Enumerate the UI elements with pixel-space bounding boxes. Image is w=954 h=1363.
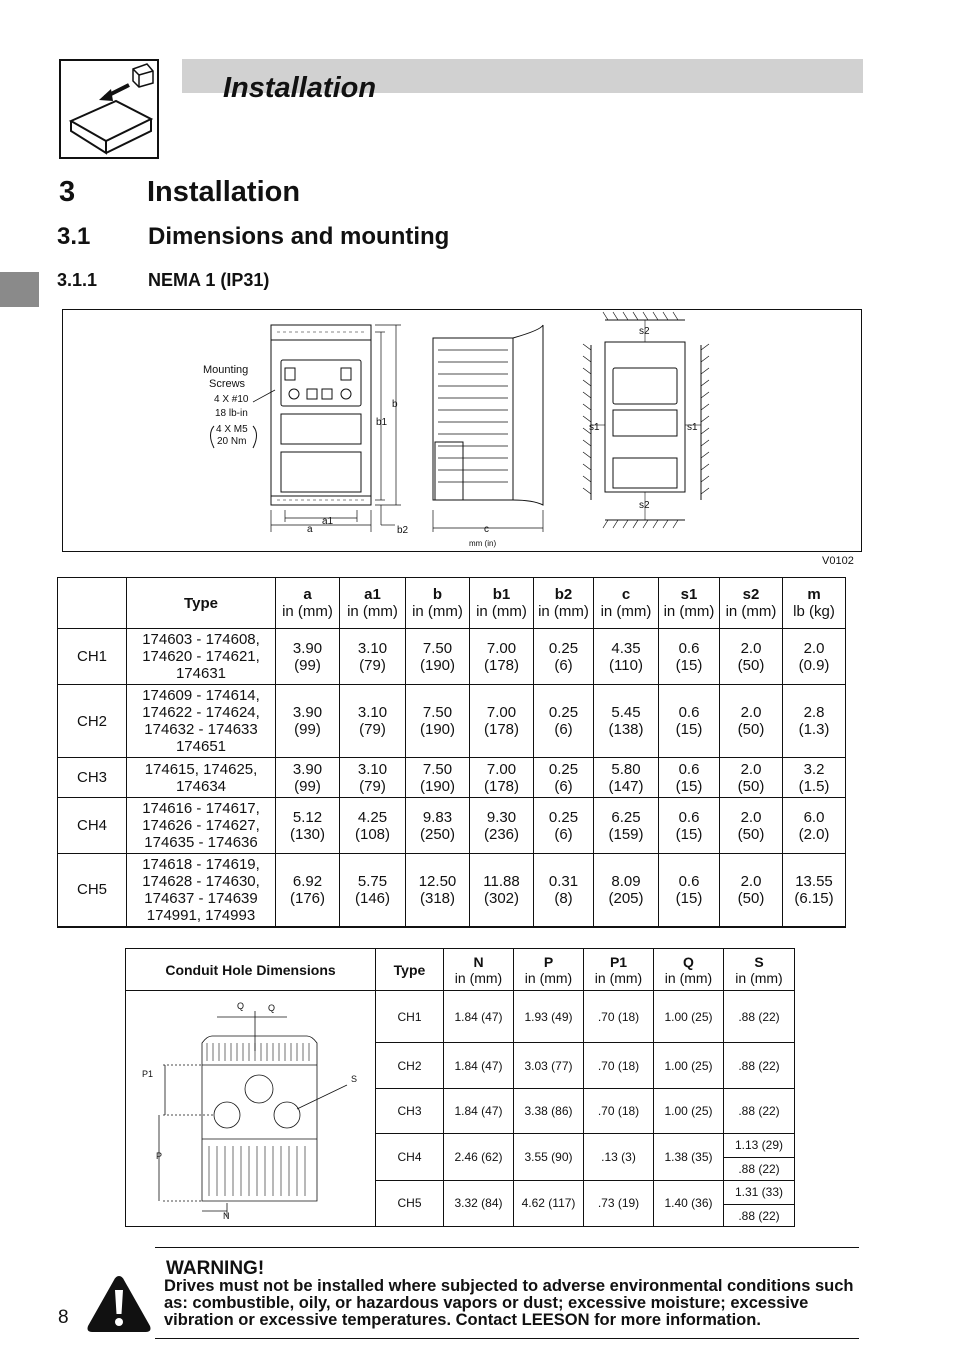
cell: 174618 - 174619, 174628 - 174630, 174637 - 174639 174991, 174993 [127, 854, 276, 927]
cell: 1.00 (25) [654, 991, 724, 1043]
cell: .88 (22) [724, 1043, 795, 1089]
header-cell: S in (mm) [724, 949, 795, 991]
cell: 3.90 (99) [276, 685, 340, 758]
header-cell: a1 in (mm) [340, 578, 406, 629]
cell: 174609 - 174614, 174622 - 174624, 174632 - 174633 174651 [127, 685, 276, 758]
header-cell: m lb (kg) [783, 578, 846, 629]
table-row [58, 854, 846, 927]
cell: 0.6 (15) [659, 629, 720, 685]
table-row [58, 685, 846, 758]
cell: CH1 [376, 991, 444, 1043]
warning-bottom-rule [155, 1338, 859, 1339]
cell: 4.35 (110) [594, 629, 659, 685]
header-cell: c in (mm) [594, 578, 659, 629]
cell: 3.38 (86) [514, 1089, 584, 1134]
header-cell: a in (mm) [276, 578, 340, 629]
chapter-tab-marker [0, 272, 39, 307]
svg-text:s1: s1 [589, 422, 600, 433]
header-cell: Q in (mm) [654, 949, 724, 991]
cell: 6.25 (159) [594, 798, 659, 854]
cell: 1.38 (35) [654, 1134, 724, 1181]
cell: CH4 [376, 1134, 444, 1181]
cell: .88 (22) [724, 1205, 795, 1227]
cell: 1.93 (49) [514, 991, 584, 1043]
cell: 2.0 (50) [720, 685, 783, 758]
cell: 5.12 (130) [276, 798, 340, 854]
cell: 1.00 (25) [654, 1089, 724, 1134]
cell: 7.00 (178) [470, 629, 534, 685]
svg-text:Q: Q [267, 1003, 275, 1013]
cell: CH3 [376, 1089, 444, 1134]
cell: CH1 [58, 629, 127, 685]
subsection-number: 3.1.1 [57, 270, 98, 290]
svg-text:20 Nm: 20 Nm [217, 436, 247, 447]
subsection-title: NEMA 1 (IP31) [148, 270, 270, 290]
chapter-number: 3 [59, 176, 76, 208]
cell: 5.80 (147) [594, 758, 659, 798]
install-icon [59, 59, 159, 159]
header-cell: P in (mm) [514, 949, 584, 991]
svg-text:4 X M5: 4 X M5 [216, 424, 248, 435]
cell: 2.0 (50) [720, 798, 783, 854]
cell: 174616 - 174617, 174626 - 174627, 174635 - 174636 [127, 798, 276, 854]
cell: 174615, 174625, 174634 [127, 758, 276, 798]
cell: 12.50 (318) [406, 854, 470, 927]
svg-text:c: c [484, 524, 489, 535]
cell: .88 (22) [724, 1089, 795, 1134]
cell: 0.25 (6) [534, 758, 594, 798]
svg-text:Q: Q [236, 1001, 244, 1011]
mounting-screws-label [203, 364, 275, 448]
cell: 1.13 (29) [724, 1134, 795, 1158]
table-row [126, 991, 795, 1043]
section-title: Dimensions and mounting [148, 223, 450, 250]
cell: 0.25 (6) [534, 685, 594, 758]
cell: 2.0 (50) [720, 629, 783, 685]
drive-front-view [271, 325, 371, 505]
svg-text:s1: s1 [687, 422, 698, 433]
cell: .88 (22) [724, 991, 795, 1043]
page-number: 8 [58, 1307, 69, 1328]
cell: 0.25 (6) [534, 629, 594, 685]
header-cell: s2 in (mm) [720, 578, 783, 629]
cell: 3.10 (79) [340, 629, 406, 685]
dimensions-table [57, 577, 846, 928]
table-row [58, 758, 846, 798]
cell: 1.31 (33) [724, 1180, 795, 1205]
warning-text: Drives must not be installed where subjected to adverse environmental conditions such as: combustible, oily, or hazardous vapors or dust; excessive moisture; excessive vibration or excessive temperatures. Contact LEESON for more information. [164, 1277, 854, 1329]
warning-title: WARNING! [166, 1258, 265, 1279]
cell: CH4 [58, 798, 127, 854]
cell: 2.0 (0.9) [783, 629, 846, 685]
svg-text:N: N [222, 1211, 229, 1221]
cell: .70 (18) [584, 1089, 654, 1134]
cell: 0.6 (15) [659, 758, 720, 798]
cell: 0.6 (15) [659, 685, 720, 758]
cell: .70 (18) [584, 991, 654, 1043]
cell: CH3 [58, 758, 127, 798]
header-cell: b2 in (mm) [534, 578, 594, 629]
cell: 0.25 (6) [534, 798, 594, 854]
conduit-drawing [127, 991, 375, 1223]
conduit-drawing-cell [126, 991, 376, 1227]
cell: 3.55 (90) [514, 1134, 584, 1181]
cell: CH2 [376, 1043, 444, 1089]
cell: 8.09 (205) [594, 854, 659, 927]
svg-text:mm (in): mm (in) [469, 539, 497, 548]
table-row [58, 798, 846, 854]
header-cell: Conduit Hole Dimensions [126, 949, 376, 991]
header-title: Installation [223, 72, 377, 104]
svg-text:18 lb-in: 18 lb-in [215, 408, 248, 419]
header-cell: b1 in (mm) [470, 578, 534, 629]
cell: 7.50 (190) [406, 758, 470, 798]
cell: 1.84 (47) [444, 1043, 514, 1089]
svg-text:b1: b1 [376, 417, 388, 428]
svg-text:b2: b2 [397, 525, 409, 536]
header-cell: Type [127, 578, 276, 629]
chapter-title: Installation [147, 176, 301, 208]
header-cell: b in (mm) [406, 578, 470, 629]
cell: 3.32 (84) [444, 1180, 514, 1227]
cell: 7.00 (178) [470, 685, 534, 758]
cell: 1.40 (36) [654, 1180, 724, 1227]
cell: 2.8 (1.3) [783, 685, 846, 758]
header-cell: P1 in (mm) [584, 949, 654, 991]
cell: 13.55 (6.15) [783, 854, 846, 927]
svg-text:a1: a1 [322, 516, 334, 527]
warning-icon [86, 1274, 152, 1339]
header-cell: N in (mm) [444, 949, 514, 991]
cell: 3.90 (99) [276, 758, 340, 798]
cell: 7.50 (190) [406, 629, 470, 685]
table-header-row [58, 578, 846, 629]
header-cell: Type [376, 949, 444, 991]
cell: 3.03 (77) [514, 1043, 584, 1089]
cell: CH2 [58, 685, 127, 758]
cell: 174603 - 174608, 174620 - 174621, 174631 [127, 629, 276, 685]
section-number: 3.1 [57, 223, 91, 250]
cell: 0.31 (8) [534, 854, 594, 927]
cell: 1.84 (47) [444, 991, 514, 1043]
svg-text:Screws: Screws [209, 378, 246, 390]
cell: CH5 [58, 854, 127, 927]
svg-text:P1: P1 [141, 1069, 153, 1079]
cell: .73 (19) [584, 1180, 654, 1227]
cell: 6.0 (2.0) [783, 798, 846, 854]
svg-text:a: a [307, 524, 313, 535]
cell: 9.30 (236) [470, 798, 534, 854]
svg-text:s2: s2 [639, 500, 650, 511]
svg-text:s2: s2 [639, 326, 650, 337]
cell: 1.00 (25) [654, 1043, 724, 1089]
cell: 1.84 (47) [444, 1089, 514, 1134]
warning-top-rule [155, 1247, 859, 1248]
cell: 3.10 (79) [340, 758, 406, 798]
cell: 3.90 (99) [276, 629, 340, 685]
table-row [58, 629, 846, 685]
cell: 11.88 (302) [470, 854, 534, 927]
table-header-row [126, 949, 795, 991]
cell: 7.00 (178) [470, 758, 534, 798]
cell: 0.6 (15) [659, 854, 720, 927]
cell: 4.62 (117) [514, 1180, 584, 1227]
cell: .13 (3) [584, 1134, 654, 1181]
cell: 0.6 (15) [659, 798, 720, 854]
svg-text:4 X #10: 4 X #10 [214, 394, 249, 405]
cell: 5.75 (146) [340, 854, 406, 927]
svg-text:b: b [392, 399, 398, 410]
cell: .70 (18) [584, 1043, 654, 1089]
header-cell: s1 in (mm) [659, 578, 720, 629]
cell: 9.83 (250) [406, 798, 470, 854]
header-cell [58, 578, 127, 629]
cell: 2.0 (50) [720, 854, 783, 927]
cell: CH5 [376, 1180, 444, 1227]
cell: 2.46 (62) [444, 1134, 514, 1181]
clearance-view [583, 312, 709, 528]
cell: 3.10 (79) [340, 685, 406, 758]
cell: 5.45 (138) [594, 685, 659, 758]
cell: .88 (22) [724, 1157, 795, 1180]
figure-code: V0102 [822, 555, 854, 567]
dimension-drawing [62, 309, 862, 552]
cell: 4.25 (108) [340, 798, 406, 854]
drive-side-view [433, 325, 543, 505]
cell: 3.2 (1.5) [783, 758, 846, 798]
cell: 7.50 (190) [406, 685, 470, 758]
conduit-hole-table [125, 948, 795, 1227]
cell: 2.0 (50) [720, 758, 783, 798]
cell: 6.92 (176) [276, 854, 340, 927]
svg-text:S: S [350, 1074, 357, 1084]
svg-text:P: P [155, 1151, 162, 1161]
svg-text:Mounting: Mounting [203, 364, 249, 376]
